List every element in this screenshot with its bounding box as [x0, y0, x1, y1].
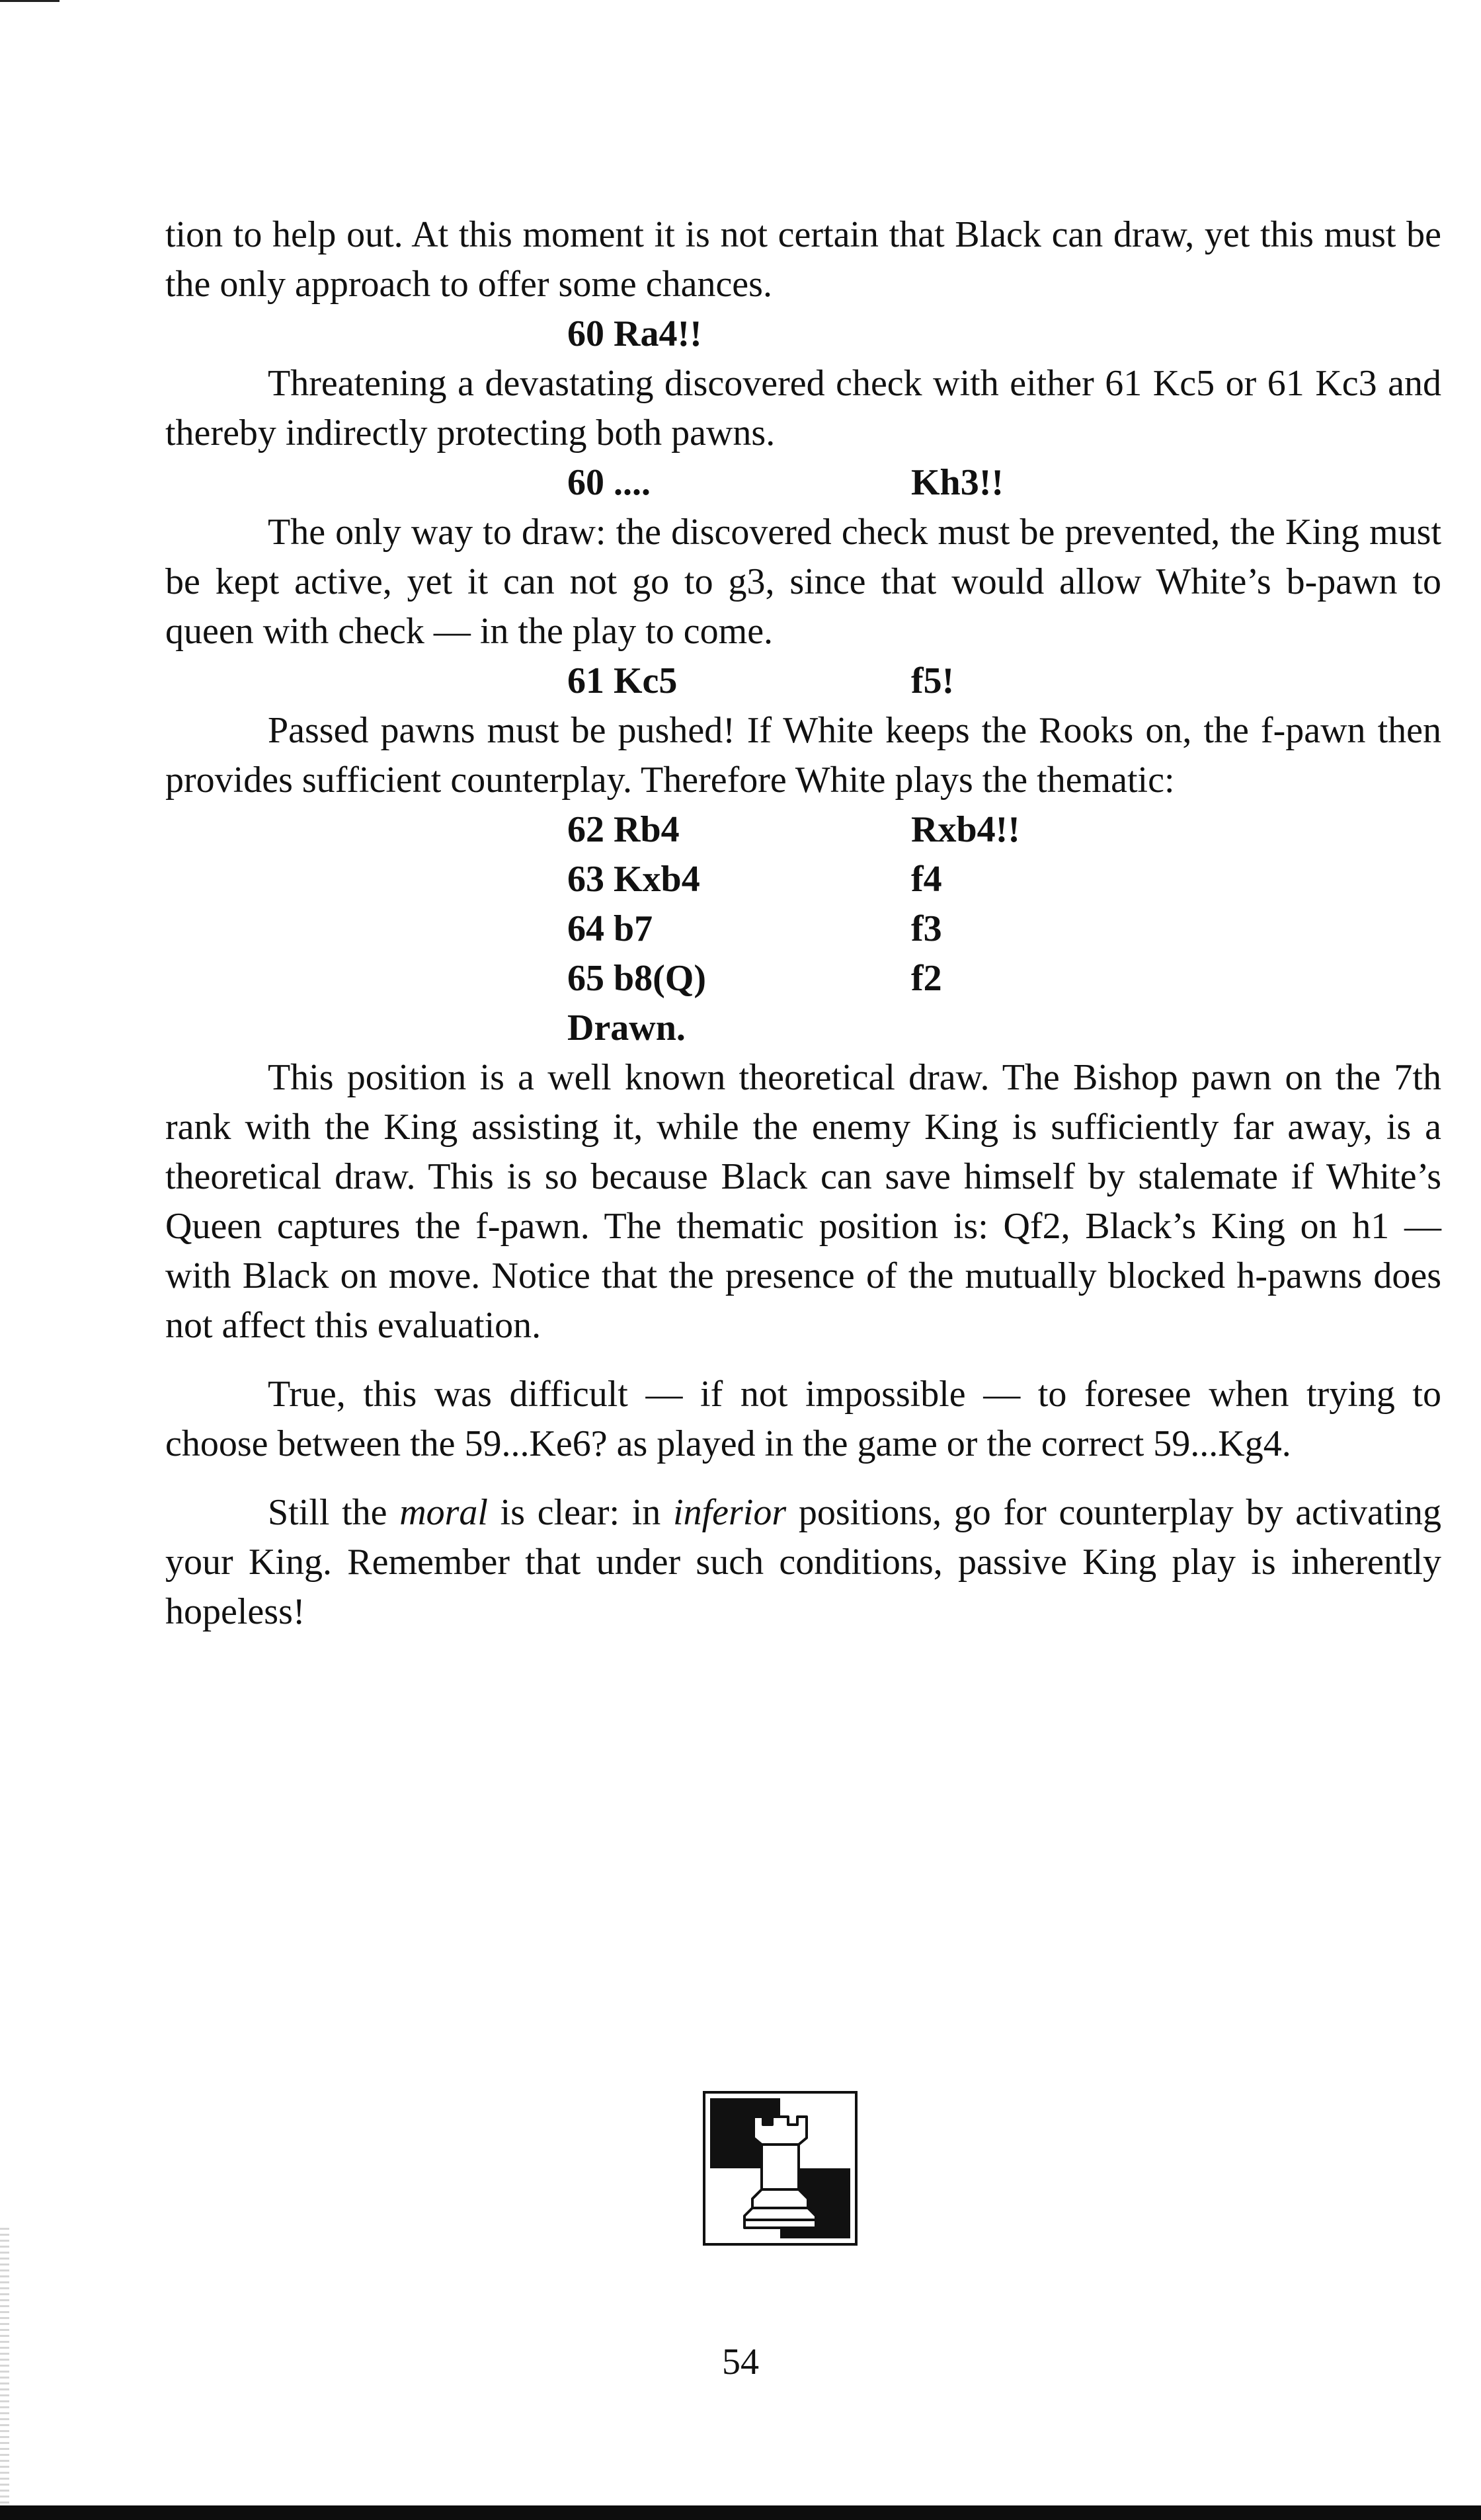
- inferior-word: inferior: [673, 1492, 787, 1533]
- rook-chess-icon: [702, 2090, 858, 2246]
- moral-part-c: is clear: in: [487, 1492, 674, 1533]
- move-white: 63 Kxb4: [567, 859, 700, 900]
- move-white: 60 ....: [567, 462, 651, 503]
- page-edge-top: [0, 0, 60, 2]
- moral-part-a: Still the: [268, 1492, 400, 1533]
- game-result: [165, 1004, 1441, 1053]
- book-text: [165, 210, 1441, 1637]
- move-white: 61 Kc5: [567, 660, 678, 701]
- paragraph-threatening: Threatening a devastating discovered check with either 61 Kc5 or 61 Kc3 and thereby indirectly protecting both pawns.: [165, 363, 1441, 453]
- move-65: [165, 954, 1441, 1004]
- move-white: 65 b8(Q): [567, 958, 706, 999]
- result-label: Drawn.: [567, 1007, 686, 1048]
- paragraph-moral: [165, 1488, 1441, 1637]
- move-61: [165, 656, 1441, 706]
- move-black: Kh3!!: [911, 462, 1004, 503]
- move-white: 60 Ra4!!: [567, 313, 702, 354]
- move-white: 64 b7: [567, 908, 653, 949]
- paragraph-difficult: True, this was difficult — if not impossible — to foresee when trying to choose between the 59...Ke6? as played in the game or the correct 59...Kg4.: [165, 1374, 1441, 1464]
- paragraph-theoretical-draw: This position is a well known theoretical draw. The Bishop pawn on the 7th rank with the King assisting it, while the enemy King is sufficiently far away, is a theoretical draw. This is so because Black can save himself by stalemate if White’s Queen captures the f-pawn. The thematic position is: Qf2, Black’s King on h1 — with Black on move. Notice that the presence of the mutually blocked h-pawns does not affect this evaluation.: [165, 1057, 1441, 1346]
- paragraph-only-way: The only way to draw: the discovered check must be prevented, the King must be kept active, yet it can not go to g3, since that would allow White’s b-pawn to queen with check — in the play to come.: [165, 512, 1441, 652]
- move-60-kh3: [165, 458, 1441, 508]
- moral-word: moral: [399, 1492, 488, 1533]
- move-64: [165, 904, 1441, 954]
- paragraph-intro: tion to help out. At this moment it is not certain that Black can draw, yet this must be the only approach to offer some chances.: [165, 214, 1441, 305]
- move-62: [165, 805, 1441, 855]
- move-white: 62 Rb4: [567, 809, 680, 850]
- move-black: f4: [911, 859, 942, 900]
- move-black: Rxb4!!: [911, 809, 1020, 850]
- move-60-ra4: [165, 309, 1441, 359]
- page-number: 54: [722, 2342, 759, 2382]
- move-black: f3: [911, 908, 942, 949]
- move-black: f2: [911, 958, 942, 999]
- page-edge-bottom: [0, 2505, 1481, 2520]
- move-63: [165, 855, 1441, 904]
- moral-part-e: positions, go for counterplay by activating your King. Remember that under such conditions, passive King play is inherently hopeless!: [165, 1492, 1441, 1632]
- move-black: f5!: [911, 660, 955, 701]
- paragraph-passed-pawns: Passed pawns must be pushed! If White keeps the Rooks on, the f-pawn then provides sufficient counterplay. Therefore White plays the thematic:: [165, 710, 1441, 801]
